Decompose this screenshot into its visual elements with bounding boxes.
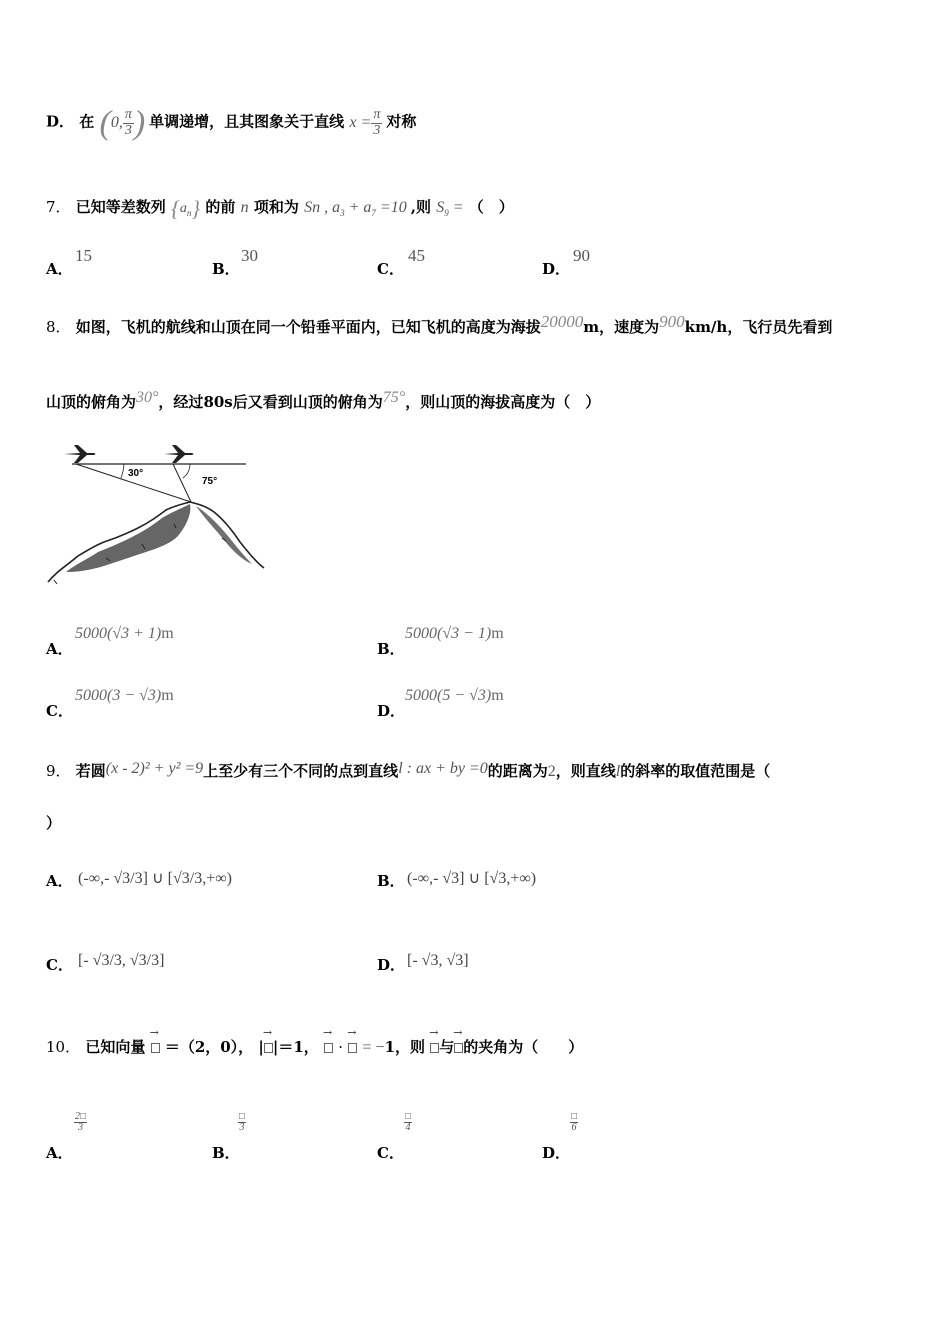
q8-angle1: 30° bbox=[136, 389, 159, 406]
q7-option-b[interactable]: B． bbox=[212, 260, 240, 278]
q7-option-a[interactable]: A． bbox=[46, 260, 73, 278]
q6-option-d-post: 对称 bbox=[386, 112, 417, 131]
q8-stem-line2 bbox=[46, 391, 600, 412]
q7-option-c-value: 45 bbox=[408, 246, 425, 265]
q7-text3: 项和为 bbox=[253, 198, 299, 217]
q8-text5: ，经过 bbox=[158, 393, 204, 411]
q8-angle2: 75° bbox=[382, 389, 406, 406]
q6-option-d-mid: 单调递增，且其图象关于直线 bbox=[149, 112, 345, 131]
q9-line-equation: l : ax + by =0 bbox=[398, 760, 488, 777]
q9-option-d-value: [- √3, √3] bbox=[407, 952, 469, 969]
q8-figure bbox=[46, 440, 268, 588]
q9-text1: 若圆 bbox=[75, 762, 106, 780]
q7-condition: Sn , $a_3 + a_7 =10$ bbox=[304, 199, 407, 219]
q7-option-a-value: 15 bbox=[75, 246, 92, 265]
q8-option-a[interactable]: A． bbox=[46, 640, 73, 658]
q9-option-a[interactable]: A． bbox=[46, 872, 73, 890]
q9-option-d[interactable]: D． bbox=[377, 956, 406, 974]
q10-stem bbox=[46, 1036, 583, 1057]
q7-text4: ,则 bbox=[410, 198, 431, 217]
q7-seq: $\{a_n\}$ bbox=[171, 196, 201, 221]
q8-option-c[interactable]: C． bbox=[46, 702, 73, 720]
q7-text1: 已知等差数列 bbox=[75, 198, 166, 217]
q9-option-b-value: (-∞,- √3] ∪ [√3,+∞) bbox=[407, 870, 537, 887]
q9-text5: 的斜率的取值范围是（ bbox=[620, 762, 771, 780]
q8-text6: 后又看到山顶的俯角为 bbox=[232, 393, 383, 411]
q9-distance: 2 bbox=[547, 763, 556, 780]
vector-a-angle-icon bbox=[430, 1038, 439, 1056]
q10-option-c-value: □ 4 bbox=[405, 1111, 412, 1133]
q10-eq3b: 1，则 bbox=[384, 1038, 425, 1056]
q7-paren: （ ） bbox=[468, 198, 514, 217]
q10-text1: 已知向量 bbox=[85, 1038, 146, 1056]
angle-arc-30 bbox=[121, 464, 124, 478]
q8-number: 8． bbox=[46, 318, 71, 336]
q10-option-d[interactable]: D． bbox=[542, 1144, 571, 1162]
vector-a-dot-icon bbox=[324, 1038, 333, 1056]
q8-text2: m，速度为 bbox=[583, 318, 660, 336]
q10-dot: · bbox=[338, 1038, 344, 1056]
q8-time: 80s bbox=[203, 393, 233, 411]
q7-option-d[interactable]: D． bbox=[542, 260, 571, 278]
q6-option-d-pre: 在 bbox=[79, 112, 95, 131]
q9-text4: ，则直线 bbox=[555, 762, 616, 780]
q6-option-d bbox=[46, 104, 416, 142]
q10-eq2: |＝1， bbox=[272, 1038, 319, 1056]
mountain-icon bbox=[48, 502, 264, 584]
q9-option-a-value: (-∞,- √3/3] ∪ [√3/3,+∞) bbox=[78, 870, 232, 887]
q10-eq1: ＝（2，0）， bbox=[164, 1038, 254, 1056]
q9-stem bbox=[46, 760, 770, 781]
q9-close: ） bbox=[46, 814, 62, 832]
q10-option-b-value: □ 3 bbox=[239, 1111, 246, 1133]
q8-text7: ，则山顶的海拔高度为（ ） bbox=[405, 393, 601, 411]
q7-number: 7． bbox=[46, 198, 71, 217]
q6-line-x: x = $\frac{\pi}{3}$ bbox=[349, 106, 381, 138]
q9-option-c[interactable]: C． bbox=[46, 956, 73, 974]
q8-option-a-value: 5000(√3 + 1)m bbox=[75, 625, 174, 642]
q9-option-c-value: [- √3/3, √3/3] bbox=[78, 952, 165, 969]
angle-label-75: 75° bbox=[202, 476, 218, 487]
q6-option-d-label: D． bbox=[46, 112, 75, 131]
vector-b-dot-icon bbox=[348, 1038, 357, 1056]
q10-option-a[interactable]: A． bbox=[46, 1144, 73, 1162]
q9-number: 9． bbox=[46, 762, 71, 780]
q8-option-b[interactable]: B． bbox=[377, 640, 405, 658]
q8-stem-line1 bbox=[46, 312, 833, 337]
q8-height: 20000 bbox=[540, 312, 584, 331]
airplane-icon-2 bbox=[164, 445, 194, 463]
q9-text2: 上至少有三个不同的点到直线 bbox=[203, 762, 399, 780]
q7-n: n bbox=[240, 199, 249, 217]
q7-stem bbox=[46, 196, 514, 222]
q9-option-b[interactable]: B． bbox=[377, 872, 405, 890]
q8-text4: 山顶的俯角为 bbox=[46, 393, 137, 411]
q8-option-d[interactable]: D． bbox=[377, 702, 406, 720]
q8-speed: 900 bbox=[659, 312, 685, 331]
angle-label-30: 30° bbox=[128, 468, 144, 479]
q10-text2: 的夹角为（ ） bbox=[463, 1038, 584, 1056]
q10-abs-open: | bbox=[258, 1038, 264, 1056]
q10-option-d-value: □ 6 bbox=[571, 1111, 578, 1133]
vector-b-angle-icon bbox=[454, 1038, 463, 1056]
q10-option-c[interactable]: C． bbox=[377, 1144, 404, 1162]
q8-text3: km/h，飞行员先看到 bbox=[684, 318, 833, 336]
q9-text3: 的距离为 bbox=[487, 762, 548, 780]
q10-number: 10． bbox=[46, 1038, 81, 1056]
q7-option-c[interactable]: C． bbox=[377, 260, 404, 278]
angle-arc-75 bbox=[183, 464, 190, 478]
q7-s9: $S_9$ = bbox=[436, 199, 464, 219]
q10-option-a-value: 2□ 3 bbox=[75, 1111, 87, 1133]
q7-option-b-value: 30 bbox=[241, 246, 258, 265]
q8-option-d-value: 5000(5 − √3)m bbox=[405, 687, 504, 704]
q9-l: l bbox=[615, 763, 621, 780]
q8-option-c-value: 5000(3 − √3)m bbox=[75, 687, 174, 704]
q10-eq3: = − bbox=[362, 1039, 385, 1056]
vector-a-icon bbox=[151, 1038, 160, 1056]
q10-option-b[interactable]: B． bbox=[212, 1144, 240, 1162]
q6-interval: (0, $\frac{\pi}{3}$ ) bbox=[99, 104, 146, 141]
q10-with: 与 bbox=[439, 1038, 455, 1056]
q8-text1: 如图，飞机的航线和山顶在同一个铅垂平面内，已知飞机的高度为海拔 bbox=[75, 318, 541, 336]
airplane-icon-1 bbox=[64, 445, 96, 463]
vector-b-icon bbox=[264, 1038, 273, 1056]
q9-circle-equation: (x - 2)² + y² =9 bbox=[105, 760, 204, 777]
q8-option-b-value: 5000(√3 − 1)m bbox=[405, 625, 504, 642]
sight-line-2 bbox=[173, 464, 191, 502]
q7-text2: 的前 bbox=[205, 198, 236, 217]
q7-option-d-value: 90 bbox=[573, 246, 590, 265]
